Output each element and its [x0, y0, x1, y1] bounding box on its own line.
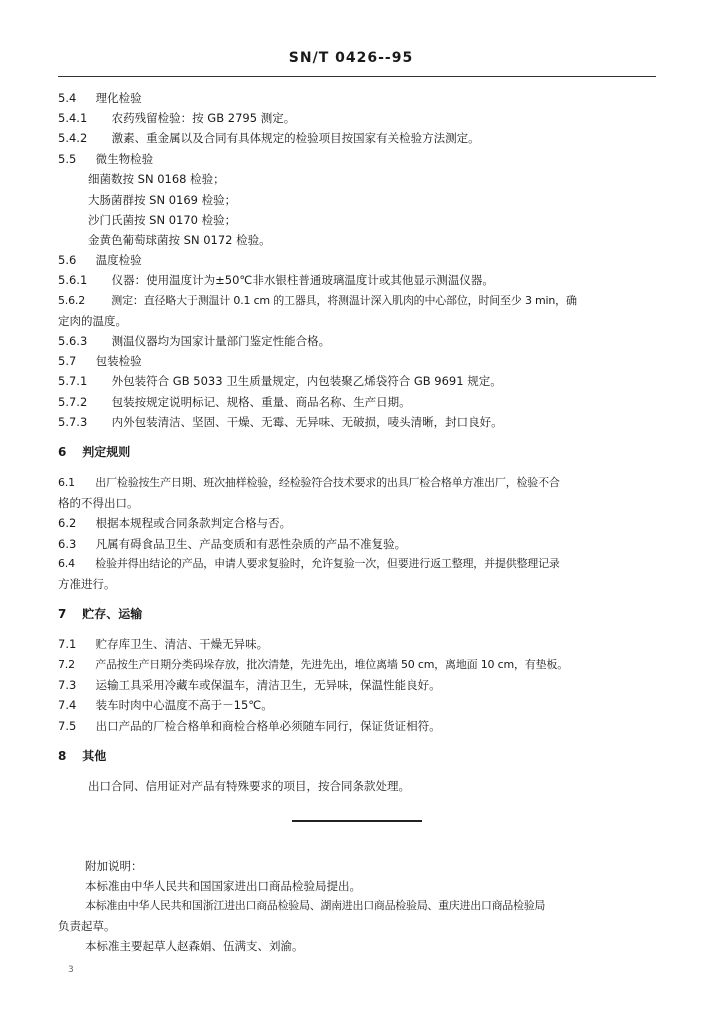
clause-number: 5.4.1 — [58, 111, 88, 125]
clause-5-4 — [58, 88, 658, 108]
corner-mark: 3 — [68, 965, 74, 975]
section-number: 7 — [58, 607, 67, 621]
page-header-code: SN/T 0426--95 — [288, 50, 414, 66]
clause-7-2 — [58, 655, 658, 675]
clause-text: 外包装符合 GB 5033 卫生质量规定，内包装聚乙烯袋符合 GB 9691 规定。 — [111, 374, 502, 388]
clause-number: 7.4 — [58, 698, 77, 712]
clause-text: 贮存库卫生、清洁、干燥无异味。 — [95, 637, 269, 651]
clause-7-5 — [58, 716, 658, 736]
section-title: 贮存、运输 — [82, 607, 143, 621]
appendix-paragraph: 本标准主要起草人赵森娟、伍满支、刘渝。 — [85, 939, 304, 953]
clause-number: 6.3 — [58, 537, 77, 551]
microbe-item: 金黄色葡萄球菌按 SN 0172 检验。 — [88, 233, 271, 247]
clause-number: 7.5 — [58, 719, 77, 733]
section-divider — [292, 820, 422, 822]
clause-6-1 — [58, 473, 658, 493]
section-6-heading — [58, 442, 658, 462]
clause-title: 包装检验 — [95, 354, 142, 368]
clause-5-7-3 — [58, 412, 658, 432]
clause-7-3 — [58, 675, 658, 695]
clause-number: 6.1 — [58, 476, 75, 489]
header-rule — [58, 76, 656, 77]
clause-5-6-2 — [58, 291, 658, 311]
section-title: 判定规则 — [82, 445, 131, 459]
clause-5-6-1 — [58, 270, 658, 290]
clause-number: 5.6.1 — [58, 273, 88, 287]
clause-text-line1: 出厂检验按生产日期、班次抽样检验，经检验符合技术要求的出具厂检合格单方准出厂，检验不合 — [95, 476, 560, 489]
clause-5-7-1 — [58, 371, 658, 391]
section-7-heading — [58, 604, 658, 624]
clause-5-7 — [58, 351, 658, 371]
section-number: 8 — [58, 749, 67, 763]
clause-title: 微生物检验 — [95, 152, 154, 166]
clause-number: 6.4 — [58, 557, 75, 570]
clause-text: 产品按生产日期分类码垛存放，批次清楚，先进先出，堆位离墙 50 cm，离地面 10 cm，有垫板。 — [95, 658, 569, 671]
clause-number: 7.3 — [58, 678, 77, 692]
microbe-item: 大肠菌群按 SN 0169 检验； — [88, 193, 237, 207]
clause-5-6 — [58, 250, 658, 270]
clause-number: 5.6.2 — [58, 294, 85, 307]
clause-number: 5.7.2 — [58, 395, 88, 409]
clause-text: 仪器：使用温度计为±50℃非水银柱普通玻璃温度计或其他显示测温仪器。 — [111, 273, 494, 287]
clause-continuation: 方准进行。 — [58, 577, 116, 591]
clause-5-4-2 — [58, 128, 658, 148]
section-8-heading — [58, 746, 658, 766]
clause-5-4-1 — [58, 108, 658, 128]
clause-text-line1: 检验并得出结论的产品，申请人要求复验时，允许复验一次，但要进行返工整理，并提供整理记录 — [95, 557, 560, 570]
clause-text: 测温仪器均为国家计量部门鉴定性能合格。 — [111, 334, 331, 348]
clause-number: 5.5 — [58, 152, 77, 166]
clause-number: 6.2 — [58, 516, 77, 530]
clause-6-4 — [58, 554, 658, 574]
clause-6-2 — [58, 513, 658, 533]
clause-number: 5.6 — [58, 253, 77, 267]
clause-number: 5.4 — [58, 91, 77, 105]
microbe-item: 细菌数按 SN 0168 检验； — [88, 172, 225, 186]
clause-title: 温度检验 — [95, 253, 142, 267]
clause-text: 装车时肉中心温度不高于－15℃。 — [95, 698, 273, 712]
section-number: 6 — [58, 445, 67, 459]
clause-number: 5.7.3 — [58, 415, 88, 429]
clause-text: 农药残留检验：按 GB 2795 测定。 — [111, 111, 296, 125]
section-title: 其他 — [82, 749, 107, 763]
clause-number: 7.2 — [58, 658, 75, 671]
clause-number: 5.4.2 — [58, 131, 88, 145]
clause-text: 根据本规程或合同条款判定合格与否。 — [95, 516, 292, 530]
clause-continuation: 定肉的温度。 — [58, 314, 127, 328]
appendix-paragraph: 本标准由中华人民共和国国家进出口商品检验局提出。 — [85, 879, 361, 893]
clause-text: 运输工具采用冷藏车或保温车，清洁卫生，无异味，保温性能良好。 — [95, 678, 441, 692]
clause-6-3 — [58, 534, 658, 554]
clause-number: 5.7 — [58, 354, 77, 368]
clause-number: 7.1 — [58, 637, 77, 651]
clause-5-7-2 — [58, 392, 658, 412]
clause-5-5 — [58, 149, 658, 169]
clause-text: 出口产品的厂检合格单和商检合格单必须随车同行，保证货证相符。 — [95, 719, 441, 733]
microbe-item: 沙门氏菌按 SN 0170 检验； — [88, 213, 237, 227]
appendix-continuation: 负责起草。 — [58, 919, 116, 933]
clause-7-1 — [58, 634, 658, 654]
clause-5-6-3 — [58, 331, 658, 351]
clause-title: 理化检验 — [95, 91, 142, 105]
clause-text: 包装按规定说明标记、规格、重量、商品名称、生产日期。 — [111, 395, 411, 409]
clause-text-line1: 测定：直径略大于测温计 0.1 cm 的工器具，将测温计深入肌肉的中心部位，时间至少 3 min，确 — [111, 294, 577, 307]
appendix-title: 附加说明： — [85, 859, 143, 873]
clause-continuation: 格的不得出口。 — [58, 496, 139, 510]
clause-7-4 — [58, 695, 658, 715]
clause-number: 5.7.1 — [58, 374, 88, 388]
clause-number: 5.6.3 — [58, 334, 88, 348]
appendix-paragraph: 本标准由中华人民共和国浙江进出口商品检验局、湖南进出口商品检验局、重庆进出口商品检验局 — [85, 899, 546, 912]
clause-text: 激素、重金属以及合同有具体规定的检验项目按国家有关检验方法测定。 — [111, 131, 480, 145]
clause-text: 凡属有碍食品卫生、产品变质和有恶性杂质的产品不准复验。 — [95, 537, 407, 551]
section-8-text: 出口合同、信用证对产品有特殊要求的项目，按合同条款处理。 — [88, 779, 410, 793]
clause-text: 内外包装清洁、坚固、干燥、无霉、无异味、无破损，唛头清晰，封口良好。 — [111, 415, 503, 429]
